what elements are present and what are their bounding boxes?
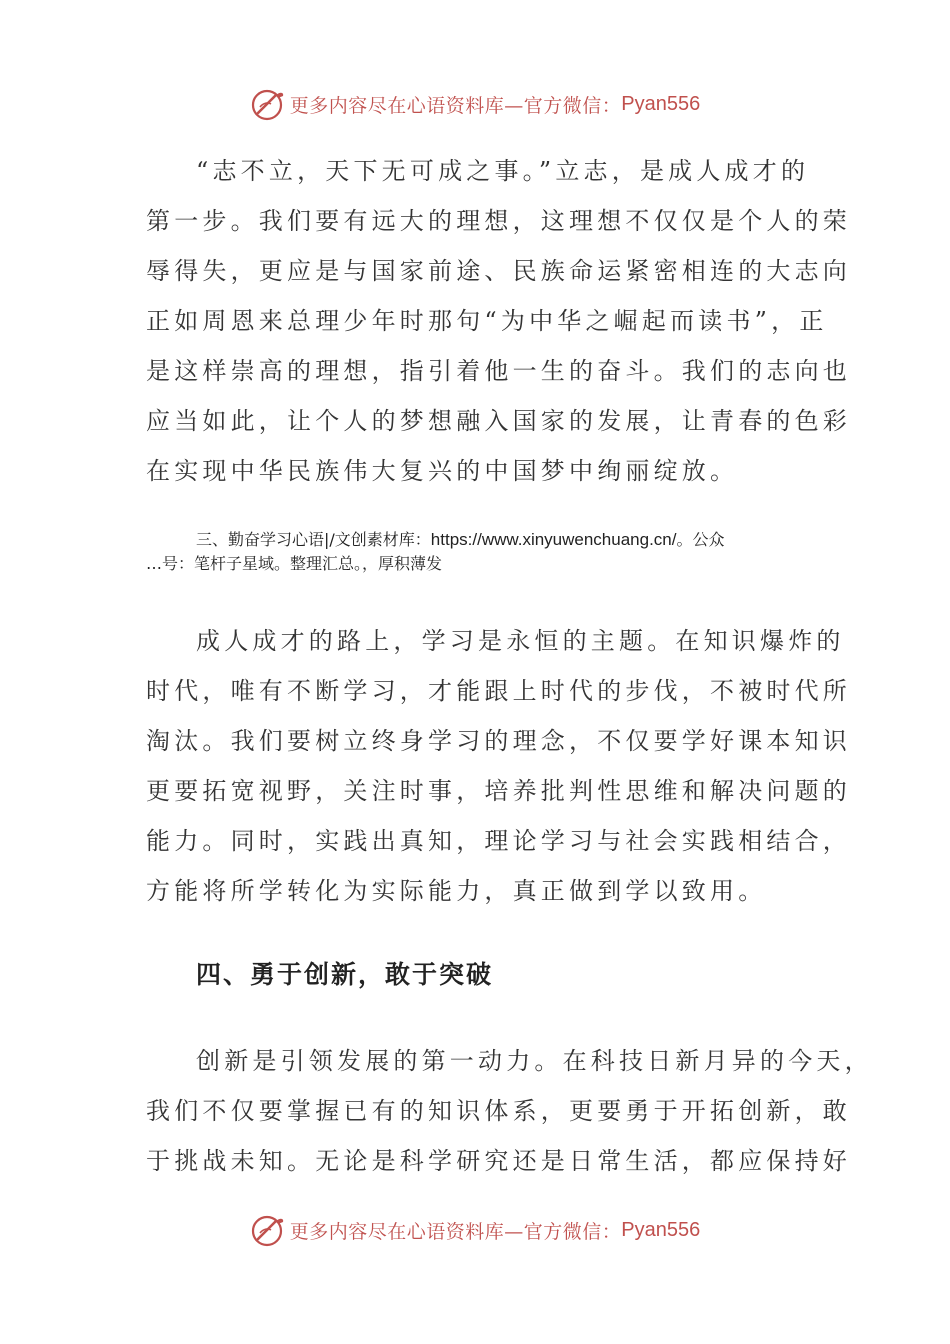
text-line: “志不立，天下无可成之事。”立志，是成人成才的 — [196, 157, 810, 185]
paragraph-study — [146, 616, 851, 916]
source-note-line1 — [146, 528, 826, 552]
text-line: 正如周恩来总理少年时那句“为中华之崛起而读书”，正 — [146, 307, 828, 335]
source-note-line2: …号：笔杆子星域。整理汇总。，厚积薄发 — [146, 554, 443, 573]
footer-banner-id: Pyan556 — [621, 1218, 701, 1241]
text-line: 我们不仅要掌握已有的知识体系，更要勇于开拓创新，敢 — [146, 1097, 851, 1125]
section-heading: 四、勇于创新，敢于突破 — [196, 960, 494, 989]
quill-logo-icon — [250, 86, 286, 122]
footer-banner — [0, 1210, 950, 1250]
note-prefix: 三、勤奋学习心语|/文创素材库： — [196, 530, 431, 549]
quill-logo-icon — [250, 1212, 286, 1248]
header-banner-text: 更多内容尽在心语资料库—官方微信： — [289, 94, 622, 117]
text-line: 能力。同时，实践出真知，理论学习与社会实践相结合， — [146, 827, 851, 855]
text-line: 创新是引领发展的第一动力。在科技日新月异的今天， — [196, 1047, 873, 1075]
header-banner — [0, 84, 950, 124]
text-line: 辱得失，更应是与国家前途、民族命运紧密相连的大志向 — [146, 257, 851, 285]
text-line: 是这样崇高的理想，指引着他一生的奋斗。我们的志向也 — [146, 357, 851, 385]
text-line: 淘汰。我们要树立终身学习的理念，不仅要学好课本知识 — [146, 727, 851, 755]
text-line: 第一步。我们要有远大的理想，这理想不仅仅是个人的荣 — [146, 207, 851, 235]
text-line: 于挑战未知。无论是科学研究还是日常生活，都应保持好 — [146, 1147, 851, 1175]
footer-banner-text: 更多内容尽在心语资料库—官方微信： — [289, 1220, 622, 1243]
text-line: 成人成才的路上，学习是永恒的主题。在知识爆炸的 — [196, 627, 845, 655]
text-line: 在实现中华民族伟大复兴的中国梦中绚丽绽放。 — [146, 457, 739, 485]
note-suffix: 。公众 — [676, 530, 725, 549]
paragraph-innovation — [146, 1036, 873, 1186]
text-line: 时代，唯有不断学习，才能跟上时代的步伐，不被时代所 — [146, 677, 851, 705]
source-note — [146, 528, 826, 576]
note-url[interactable]: https://www.xinyuwenchuang.cn/ — [430, 530, 677, 549]
header-banner-id: Pyan556 — [621, 92, 701, 115]
paragraph-ambition — [146, 146, 851, 496]
text-line: 方能将所学转化为实际能力，真正做到学以致用。 — [146, 877, 767, 905]
text-line: 应当如此，让个人的梦想融入国家的发展，让青春的色彩 — [146, 407, 851, 435]
text-line: 更要拓宽视野，关注时事，培养批判性思维和解决问题的 — [146, 777, 851, 805]
